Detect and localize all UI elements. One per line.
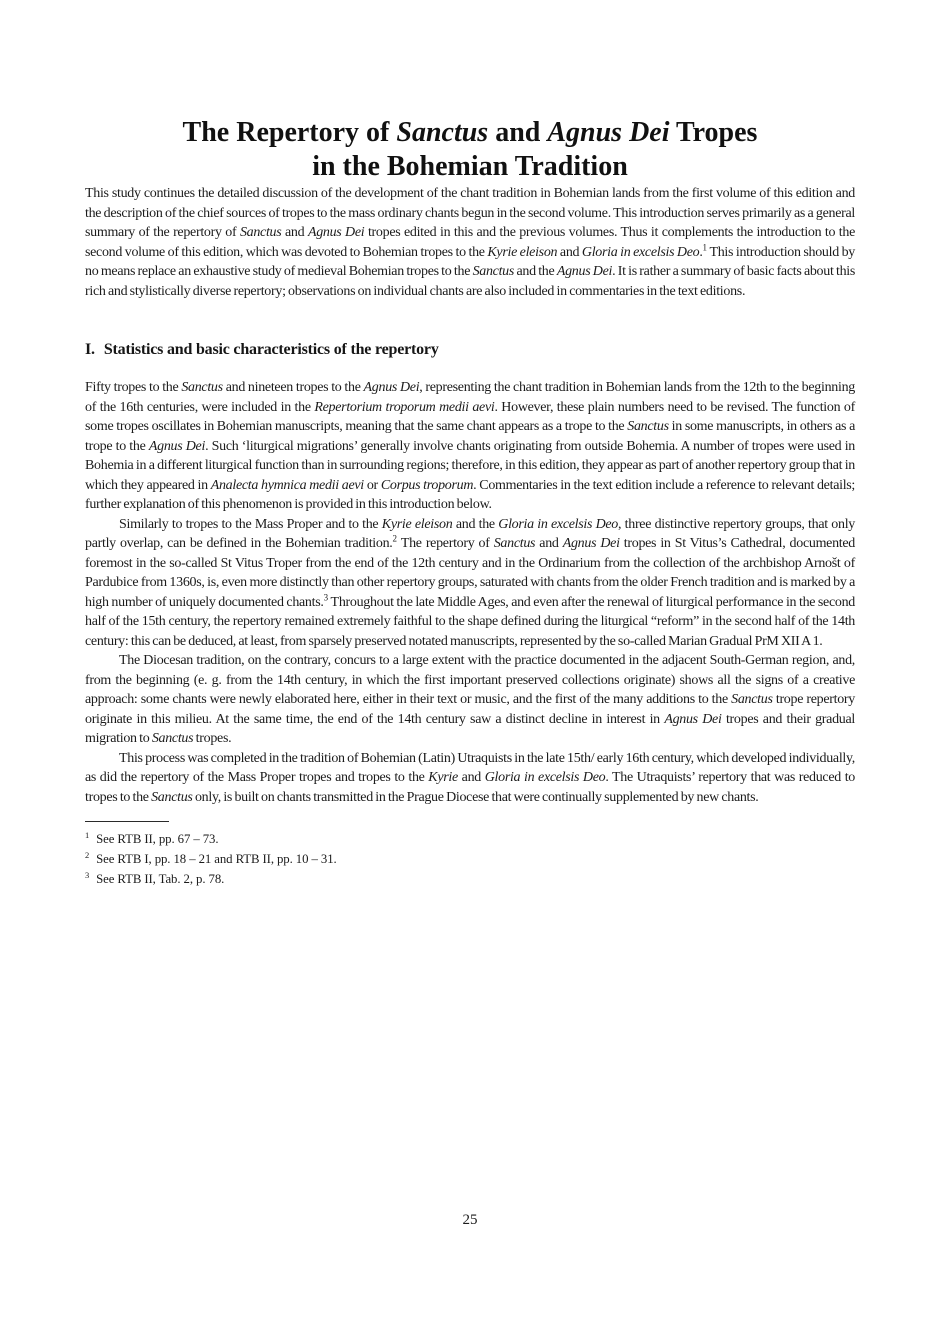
text-run: and — [488, 117, 548, 148]
text-run: . Such ‘liturgical migrations’ generally involve chants originating from outside Bohemia. A number of tropes were used in Bohemia in a different liturgical function than in surrounding regions; therefore, in this edition, they appear as part of another repertory group that in which they appeared in — [85, 438, 855, 493]
text-run: tropes. — [193, 731, 232, 746]
text-run: The Repertory of — [182, 117, 397, 148]
text-run: This introduction should by no means replace an exhaustive study of medieval Bohemian tropes to the — [85, 244, 855, 279]
italic-text: Sanctus — [151, 789, 193, 805]
footnote-text: See RTB I, pp. 18 – 21 and RTB II, pp. 10 – 31. — [96, 852, 337, 866]
text-run: and — [535, 536, 563, 551]
section-number: I. — [85, 341, 95, 358]
title-line — [85, 116, 855, 150]
italic-text: Sanctus — [181, 380, 223, 395]
italic-text: Sanctus — [731, 692, 773, 707]
italic-text: Gloria in excelsis Deo — [484, 770, 606, 785]
footnotes — [85, 821, 855, 889]
text-run: The repertory of — [396, 536, 494, 551]
text-run: Similarly to tropes to the Mass Proper and to the — [119, 516, 382, 532]
text-run: Throughout the late Middle Ages, and even after the renewal of liturgical performance in the second half of the 15th century, the repertory remained extremely faithful to the shape defined during the liturgical “reform” in the second half of the 14th century: this can be deduced, at least, from sparsely preserved notated manuscripts, represented by the so-called Marian Gradual PrM XII A 1. — [85, 594, 855, 649]
italic-text: Agnus Dei — [547, 117, 670, 148]
text-run: . It is rather a summary of basic facts about this rich and stylistically diverse repertory; observations on individual chants are also included in commentaries in the text editions. — [85, 264, 856, 299]
text-run: in the Bohemian Tradition — [312, 151, 628, 182]
italic-text: Sanctus — [396, 117, 489, 148]
italic-text: Agnus Dei — [664, 711, 722, 727]
title-line — [85, 150, 855, 184]
text-run: tropes and their gradual migration to — [85, 711, 855, 746]
footnote — [85, 849, 855, 869]
body-paragraph — [85, 651, 855, 749]
italic-text: Repertorium troporum medii aevi — [314, 399, 495, 415]
footnote-ref: 2 — [392, 533, 397, 544]
footnote-marker: 2 — [85, 849, 90, 860]
page-content — [85, 0, 855, 889]
italic-text: Sanctus — [239, 225, 282, 240]
text-run: tropes in St Vitus’s Cathedral, documented foremost in the so-called St Vitus Troper from the end of the 12th century and in the Ordinarium from the collection of the archbishop Arnošt of Pardubice from 1360s, is, even more distinctly than other repertory groups, saturated with chants from the older French tradition and is marked by a high number of uniquely documented chants. — [85, 536, 855, 610]
text-run: and nineteen tropes to the — [222, 380, 364, 395]
text-run: . Commentaries in the text edition include a reference to relevant details; further explanation of this phenomenon is provided in this introduction below. — [85, 477, 856, 512]
text-run: tropes edited in this and the previous volumes. Thus it complements the introduction to the second volume of this edition, which was devoted to Bohemian tropes to the — [85, 225, 856, 260]
text-run: This process was completed in the tradition of Bohemian (Latin) Utraquists in the late 15th/ early 16th century, which developed individually, as did the repertory of the Mass Proper tropes and tropes to the — [85, 750, 855, 785]
text-run: , representing the chant tradition in Bohemian lands from the 12th to the beginning of the 16th centuries, were included in the — [85, 380, 855, 415]
footnote-text: See RTB II, pp. 67 – 73. — [96, 832, 219, 846]
footnote-list — [85, 829, 855, 889]
text-run: and — [557, 244, 582, 260]
italic-text: Agnus Dei — [148, 438, 206, 454]
footnote-ref: 1 — [702, 241, 708, 252]
body-paragraphs — [85, 378, 855, 807]
body-paragraph — [85, 378, 855, 515]
text-run: . — [699, 244, 703, 260]
text-run: and — [457, 770, 485, 785]
text-run: . However, these plain numbers need to be revised. The function of some tropes oscillates in Bohemian manuscripts, meaning that the same chant appears as a trope to the — [85, 399, 855, 434]
italic-text: Gloria in excelsis Deo — [498, 516, 618, 532]
italic-text: Kyrie — [428, 770, 458, 785]
italic-text: Sanctus — [627, 419, 669, 434]
text-run: The Diocesan tradition, on the contrary, concurs to a large extent with the practice documented in the adjacent South-German region, and, from the beginning (e. g. from the 14th century, in which the first important preserved collections originate) shows all the signs of a creative approach: some chants were newly elaborated here, either in their text or music, and the first of the many additions to the — [85, 653, 855, 707]
italic-text: Sanctus — [472, 264, 515, 279]
section-heading — [85, 339, 855, 360]
text-run: Tropes — [669, 117, 758, 148]
text-run: . The Utraquists’ repertory that was reduced to tropes to the — [85, 770, 855, 805]
text-run: Fifty tropes to the — [85, 380, 182, 395]
text-run: in some manuscripts, in others as a trope to the — [85, 419, 855, 454]
page-title — [85, 116, 855, 184]
italic-text: Sanctus — [151, 731, 194, 746]
text-run: , three distinctive repertory groups, that only partly overlap, can be defined in the Bohemian tradition. — [85, 516, 855, 551]
body-paragraph — [85, 515, 855, 652]
footnote — [85, 869, 855, 889]
footnote — [85, 829, 855, 849]
page-number: 25 — [462, 1212, 478, 1228]
intro-paragraph — [85, 184, 855, 301]
footnote-marker: 1 — [85, 829, 90, 840]
footnote-ref: 3 — [323, 591, 329, 602]
footnote-text: See RTB II, Tab. 2, p. 78. — [96, 872, 225, 886]
body-paragraph — [85, 749, 855, 808]
italic-text: Agnus Dei — [562, 536, 620, 551]
italic-text: Agnus Dei — [556, 264, 613, 279]
text-run: This study continues the detailed discussion of the development of the chant tradition in Bohemian lands from the first volume of this edition and the description of the chief sources of tropes to the mass ordinary chants begun in the second volume. This introduction serves primarily as a general summary of the repertory of — [85, 186, 855, 240]
text-run: and the — [514, 264, 557, 279]
footnote-marker: 3 — [85, 869, 90, 880]
text-run: trope repertory originate in this milieu. At the same time, the end of the 14th century saw a distinct decline in interest in — [85, 692, 855, 727]
italic-text: Agnus Dei — [363, 380, 420, 395]
text-run: and the — [452, 516, 499, 532]
text-run: only, is built on chants transmitted in the Prague Diocese that were continually supplemented by new chants. — [192, 789, 759, 805]
text-run: and — [281, 225, 308, 240]
italic-text: Agnus Dei — [307, 225, 365, 240]
text-run: or — [363, 477, 381, 493]
italic-text: Kyrie eleison — [381, 516, 453, 532]
italic-text: Sanctus — [493, 536, 536, 551]
italic-text: Kyrie eleison — [487, 244, 558, 260]
footnote-separator — [85, 821, 169, 822]
italic-text: Corpus troporum — [380, 477, 474, 493]
italic-text: Gloria in excelsis Deo — [581, 244, 700, 260]
italic-text: Analecta hymnica medii aevi — [210, 477, 364, 493]
section-title: Statistics and basic characteristics of the repertory — [103, 341, 439, 358]
